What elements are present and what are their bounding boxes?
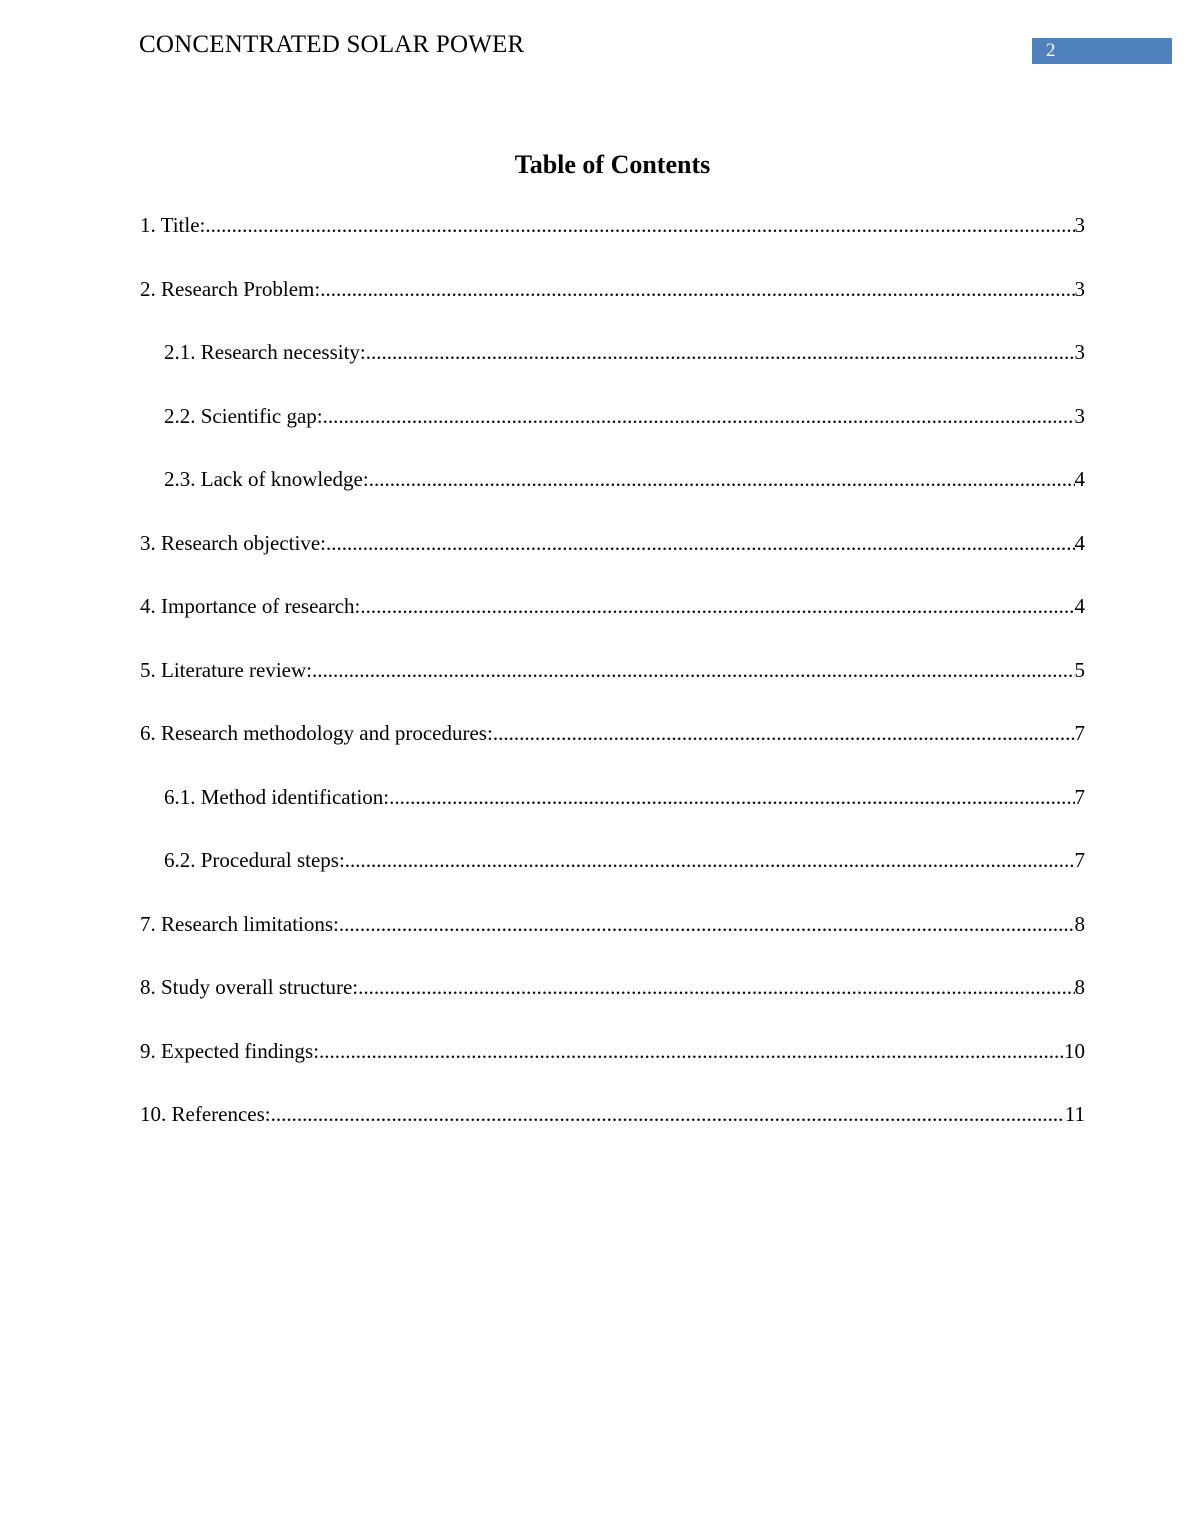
toc-entry-label: 8. Study overall structure: [140, 975, 359, 999]
toc-entry-label: 6. Research methodology and procedures: [140, 721, 493, 745]
toc-entry-page: 3 [1074, 213, 1085, 237]
toc-entry[interactable] [140, 337, 1085, 401]
toc-leader-dots [360, 591, 1074, 621]
toc-entry-page: 4 [1074, 530, 1085, 555]
toc-entry-page: 8 [1074, 975, 1085, 999]
toc-entry-label: 2. Research Problem: [140, 276, 321, 301]
toc-entry-label: 10. References: [140, 1102, 271, 1126]
page-number: 2 [1032, 38, 1172, 64]
toc-entry-page: 7 [1074, 721, 1085, 745]
toc-entry-label: 2.2. Scientific gap: [164, 403, 323, 428]
toc-entry-page: 4 [1074, 594, 1085, 618]
toc-leader-dots [358, 972, 1074, 1002]
toc-entry[interactable] [140, 718, 1085, 782]
toc-entry-page: 3 [1074, 276, 1085, 301]
toc-leader-dots [312, 655, 1075, 685]
toc-entry-label: 2.3. Lack of knowledge: [164, 467, 369, 491]
toc-entry[interactable] [140, 909, 1085, 973]
toc-entry-label: 2.1. Research necessity: [164, 340, 366, 364]
toc-leader-dots [493, 718, 1075, 748]
toc-leader-dots [326, 528, 1074, 558]
toc-entry[interactable] [140, 1099, 1085, 1163]
toc-leader-dots [319, 1036, 1064, 1066]
toc-entry-label: 7. Research limitations: [140, 911, 339, 936]
toc-entry[interactable] [140, 845, 1085, 909]
toc-entry-label: 4. Importance of research: [140, 594, 361, 618]
toc-leader-dots [366, 337, 1075, 367]
toc-list [140, 210, 1085, 1163]
toc-leader-dots [205, 210, 1074, 240]
toc-entry-label: 6.1. Method identification: [164, 784, 390, 809]
toc-entry-label: 6.2. Procedural steps: [164, 848, 345, 872]
toc-leader-dots [369, 464, 1075, 494]
running-head: CONCENTRATED SOLAR POWER [139, 31, 525, 58]
toc-entry[interactable] [140, 591, 1085, 655]
toc-entry[interactable] [140, 401, 1085, 465]
toc-entry[interactable] [140, 782, 1085, 846]
toc-leader-dots [389, 782, 1074, 812]
toc-entry-page: 3 [1074, 403, 1085, 428]
toc-entry-page: 8 [1074, 911, 1085, 936]
toc-entry[interactable] [140, 464, 1085, 528]
toc-title: Table of Contents [514, 150, 711, 179]
toc-leader-dots [323, 401, 1075, 431]
toc-entry[interactable] [140, 972, 1085, 1036]
toc-entry-page: 7 [1074, 848, 1085, 872]
toc-leader-dots [271, 1099, 1065, 1129]
toc-leader-dots [320, 274, 1074, 304]
toc-entry[interactable] [140, 655, 1085, 719]
toc-entry[interactable] [140, 528, 1085, 592]
toc-entry-label: 5. Literature review: [140, 657, 312, 682]
toc-entry-label: 3. Research objective: [140, 530, 327, 555]
toc-entry-page: 11 [1064, 1102, 1085, 1126]
toc-entry[interactable] [140, 274, 1085, 338]
toc-entry-page: 5 [1074, 657, 1085, 682]
toc-leader-dots [345, 845, 1075, 875]
toc-entry[interactable] [140, 210, 1085, 274]
toc-entry-page: 4 [1074, 467, 1085, 491]
toc-entry[interactable] [140, 1036, 1085, 1100]
toc-entry-label: 9. Expected findings: [140, 1038, 320, 1063]
toc-entry-page: 10 [1064, 1038, 1085, 1063]
toc-entry-label: 1. Title: [140, 213, 206, 237]
toc-entry-page: 7 [1074, 784, 1085, 809]
toc-entry-page: 3 [1074, 340, 1085, 364]
toc-leader-dots [339, 909, 1075, 939]
